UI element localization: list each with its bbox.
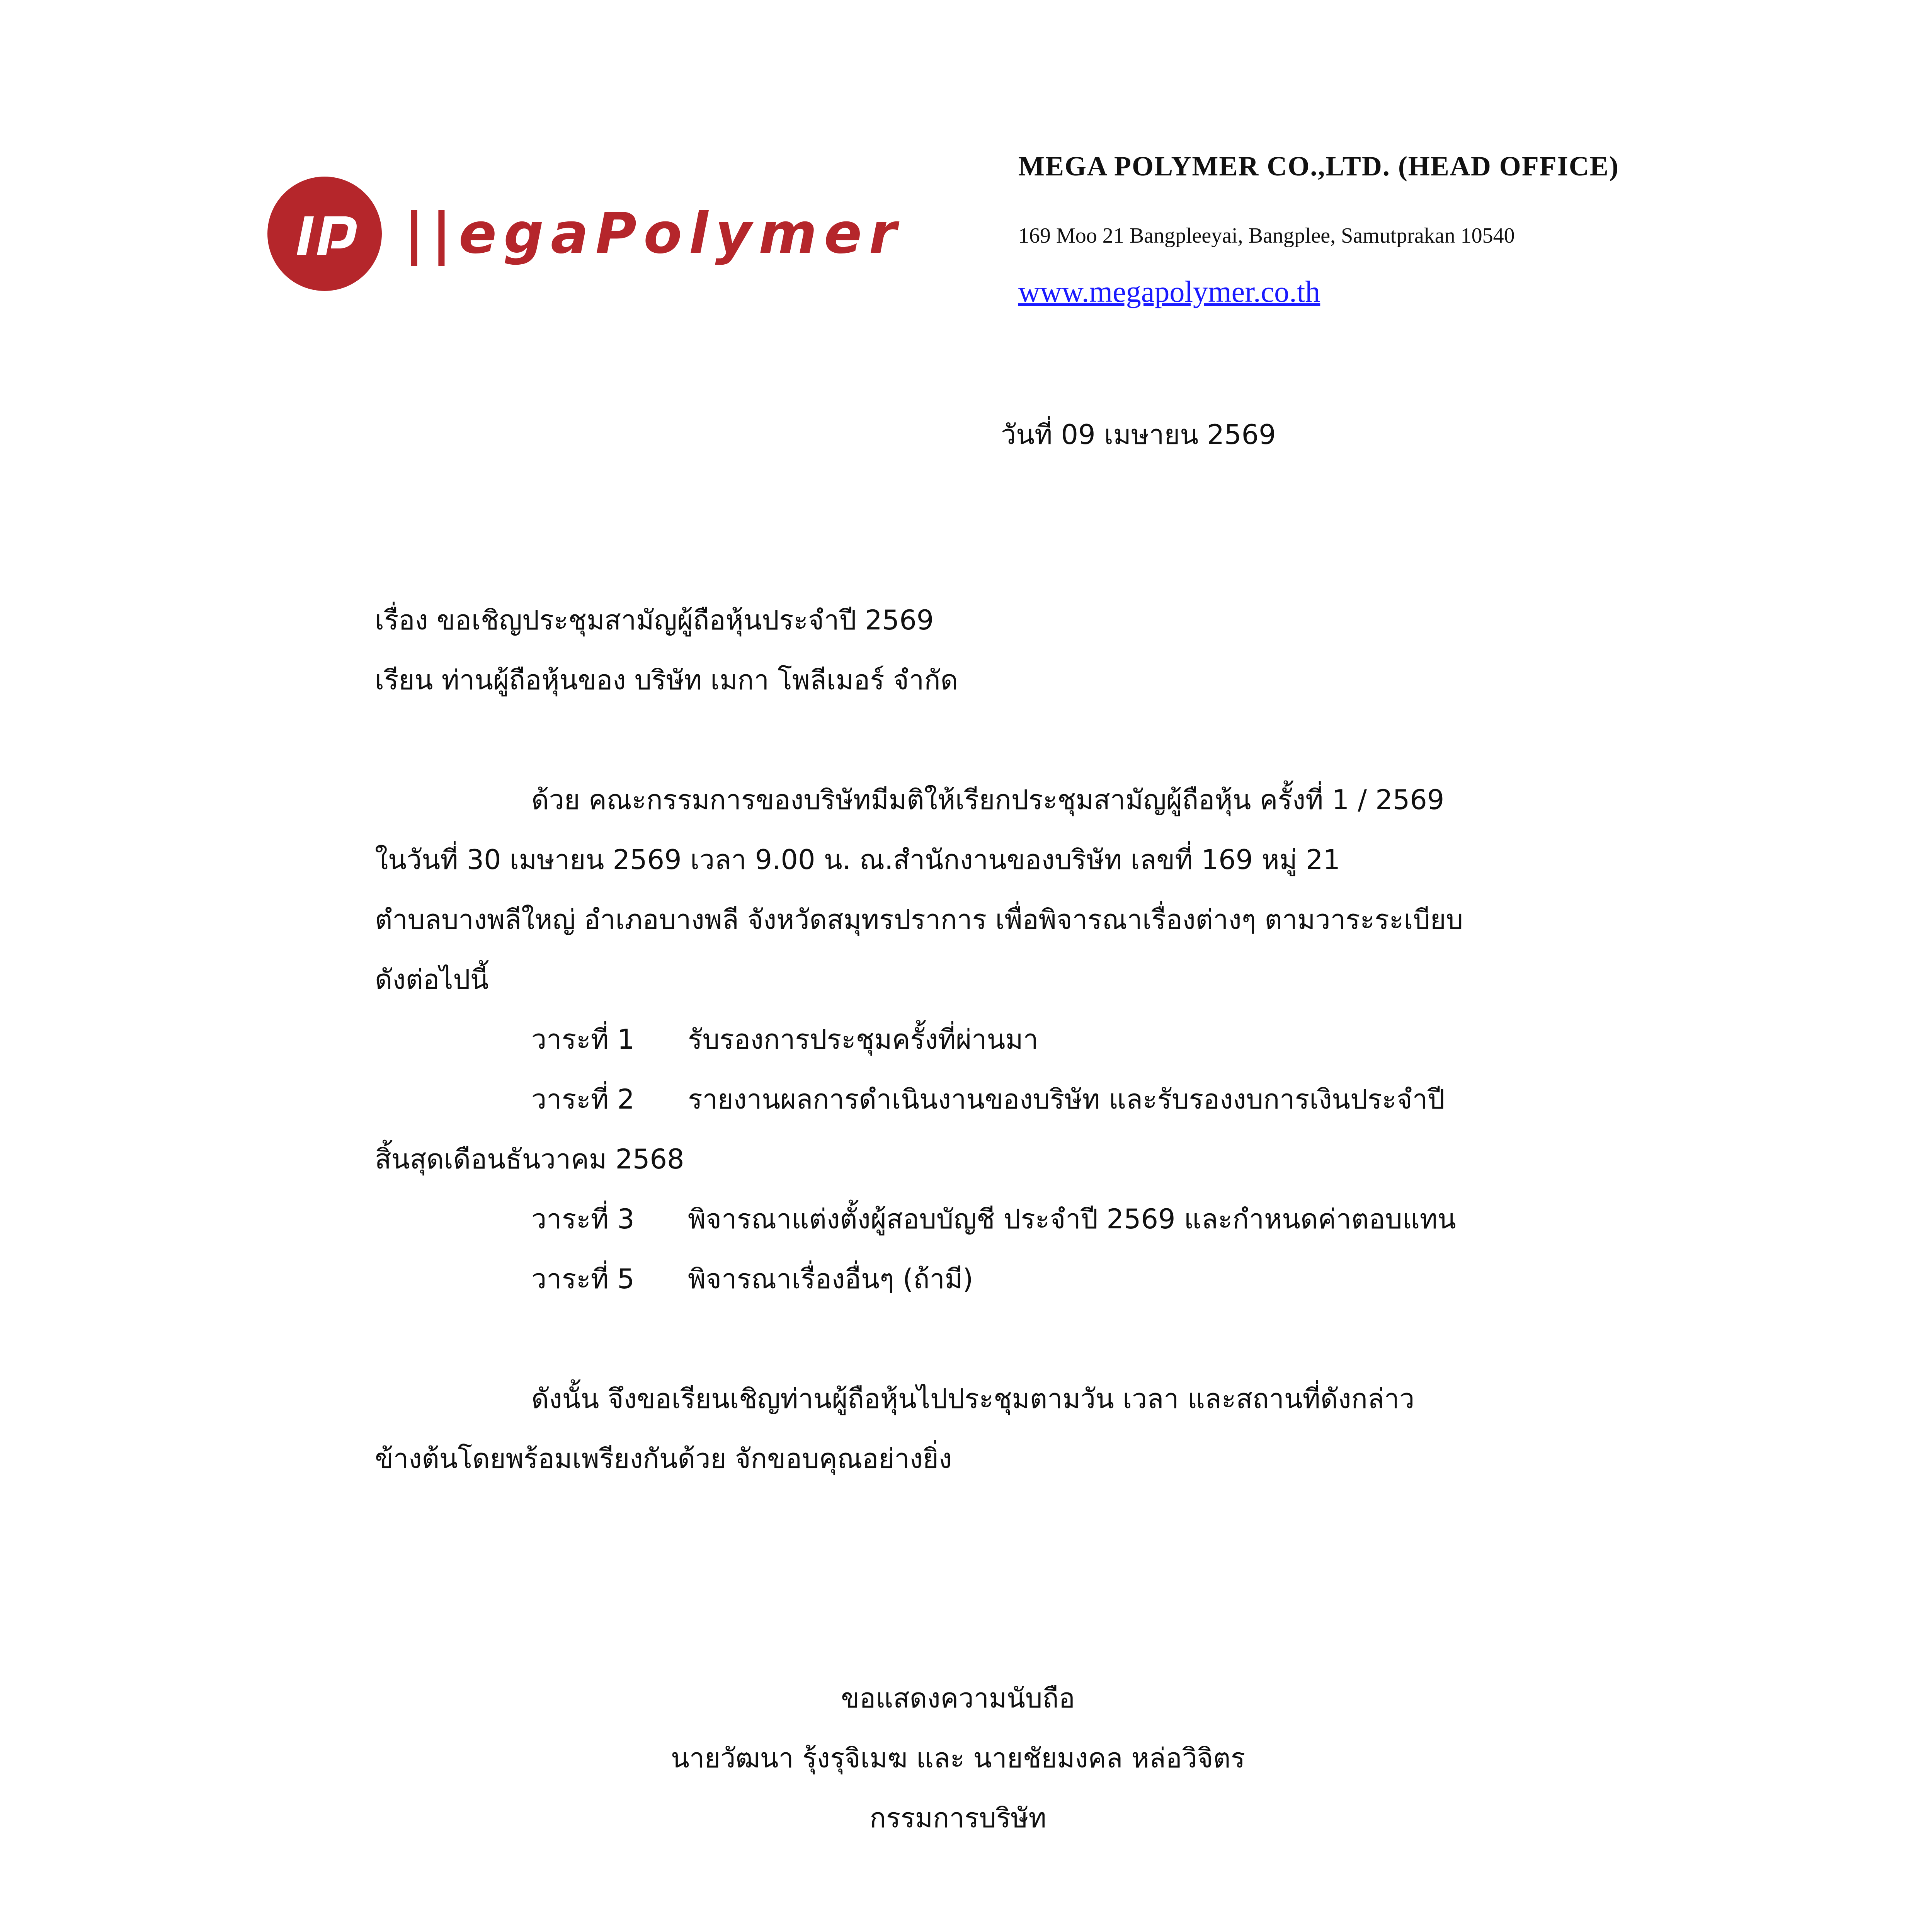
company-website-link[interactable]: www.megapolymer.co.th [1018, 275, 1320, 308]
company-address: 169 Moo 21 Bangpleeyai, Bangplee, Samutprakan 10540 [1018, 224, 1515, 248]
agenda-text: พิจารณาแต่งตั้งผู้สอบบัญชี ประจำปี 2569 และกำหนดค่าตอบแทน [688, 1203, 1456, 1235]
intro-line: ด้วย คณะกรรมการของบริษัทมีมติให้เรียกประชุมสามัญผู้ถือหุ้น ครั้งที่ 1 / 2569 [531, 784, 1445, 816]
agenda-number: วาระที่ 1 [531, 1024, 635, 1055]
intro-line: ตำบลบางพลีใหญ่ อำเภอบางพลี จังหวัดสมุทรปราการ เพื่อพิจารณาเรื่องต่างๆ ตามวาระระเบียบ [375, 904, 1463, 935]
company-name: MEGA POLYMER CO.,LTD. (HEAD OFFICE) [1018, 151, 1619, 182]
letter-salutation: เรียน ท่านผู้ถือหุ้นของ บริษัท เมกา โพลีเมอร์ จำกัด [375, 664, 958, 696]
company-logo [267, 172, 904, 296]
conclusion-line: ดังนั้น จึงขอเรียนเชิญท่านผู้ถือหุ้นไปประชุมตามวัน เวลา และสถานที่ดังกล่าว [531, 1383, 1415, 1415]
agenda-number: วาระที่ 2 [531, 1083, 635, 1115]
intro-line: ในวันที่ 30 เมษายน 2569 เวลา 9.00 น. ณ.สำนักงานของบริษัท เลขที่ 169 หมู่ 21 [375, 844, 1341, 876]
letter-date: วันที่ 09 เมษายน 2569 [1001, 419, 1276, 451]
intro-line: ดังต่อไปนี้ [375, 964, 489, 995]
logo-wordmark: ||egaPolymer [404, 201, 904, 266]
agenda-text: พิจารณาเรื่องอื่นๆ (ถ้ามี) [688, 1263, 973, 1295]
agenda-text: รายงานผลการดำเนินงานของบริษัท และรับรองงบการเงินประจำปี [688, 1083, 1445, 1115]
closing-phrase: ขอแสดงความนับถือ [841, 1682, 1075, 1714]
agenda-number: วาระที่ 3 [531, 1203, 635, 1235]
conclusion-line: ข้างต้นโดยพร้อมเพรียงกันด้วย จักขอบคุณอย่างยิ่ง [375, 1443, 952, 1475]
megapolymer-logo-icon [267, 176, 383, 292]
signatory-names: นายวัฒนา รุ้งรุจิเมฆ และ นายชัยมงคล หล่อวิจิตร [670, 1742, 1246, 1774]
letter-subject: เรื่อง ขอเชิญประชุมสามัญผู้ถือหุ้นประจำปี 2569 [375, 604, 934, 636]
signatory-title: กรรมการบริษัท [870, 1802, 1046, 1834]
agenda-text: รับรองการประชุมครั้งที่ผ่านมา [688, 1024, 1038, 1055]
agenda-number: วาระที่ 5 [531, 1263, 635, 1295]
agenda-text-continuation: สิ้นสุดเดือนธันวาคม 2568 [375, 1143, 684, 1175]
